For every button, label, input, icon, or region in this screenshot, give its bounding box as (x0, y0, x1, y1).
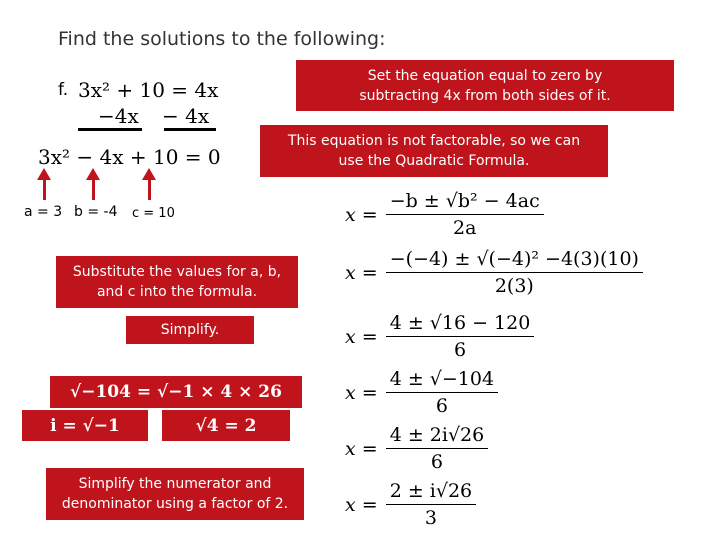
step-row (345, 480, 476, 529)
coef-a: a = 3 (24, 204, 63, 220)
step-numerator: 4 ± 2i√26 (389, 424, 485, 446)
step-denominator: 6 (386, 392, 498, 417)
step-numerator: 4 ± √16 − 120 (389, 312, 531, 334)
step-numerator: −b ± √b² − 4ac (389, 190, 540, 212)
step-denominator: 2(3) (386, 272, 643, 297)
step-denominator: 3 (386, 504, 476, 529)
arrow-a-shaft (43, 178, 46, 200)
problem-equation: 3x² + 10 = 4x (78, 78, 219, 102)
step-lhs: x = (345, 261, 378, 284)
underline-right (164, 128, 216, 131)
step-row (345, 368, 498, 417)
step-lhs: x = (345, 437, 378, 460)
coef-c: c = 10 (132, 206, 175, 221)
subtract-left: −4x (98, 104, 139, 128)
step-denominator: 6 (386, 336, 535, 361)
step-lhs: x = (345, 493, 378, 516)
note-simplify-factor: Simplify the numerator and denominator using a factor of 2. (46, 468, 304, 520)
page-title: Find the solutions to the following: (58, 28, 386, 50)
step-lhs: x = (345, 381, 378, 404)
arrow-c-shaft (148, 178, 151, 200)
identity-i-definition: i = √−1 (22, 410, 148, 441)
step-numerator: 2 ± i√26 (389, 480, 473, 502)
step-row (345, 424, 488, 473)
step-row (345, 248, 643, 297)
arrow-b-shaft (92, 178, 95, 200)
note-simplify: Simplify. (126, 316, 254, 344)
note-not-factorable: This equation is not factorable, so we can use the Quadratic Formula. (260, 125, 608, 177)
step-row (345, 312, 534, 361)
identity-sqrt-split: √−104 = √−1 × 4 × 26 (50, 376, 302, 408)
step-lhs: x = (345, 203, 378, 226)
note-zero: Set the equation equal to zero by subtracting 4x from both sides of it. (296, 60, 674, 111)
subtract-right: − 4x (162, 104, 210, 128)
coef-b: b = -4 (74, 204, 118, 220)
step-numerator: −(−4) ± √(−4)² −4(3)(10) (389, 248, 639, 270)
step-lhs: x = (345, 325, 378, 348)
underline-left (78, 128, 142, 131)
zeroed-equation: 3x² − 4x + 10 = 0 (38, 145, 221, 169)
step-numerator: 4 ± √−104 (389, 368, 495, 390)
problem-label: f. (58, 80, 69, 100)
note-substitute: Substitute the values for a, b, and c into the formula. (56, 256, 298, 308)
step-row (345, 190, 544, 239)
identity-sqrt4: √4 = 2 (162, 410, 290, 441)
step-denominator: 6 (386, 448, 489, 473)
step-denominator: 2a (386, 214, 544, 239)
